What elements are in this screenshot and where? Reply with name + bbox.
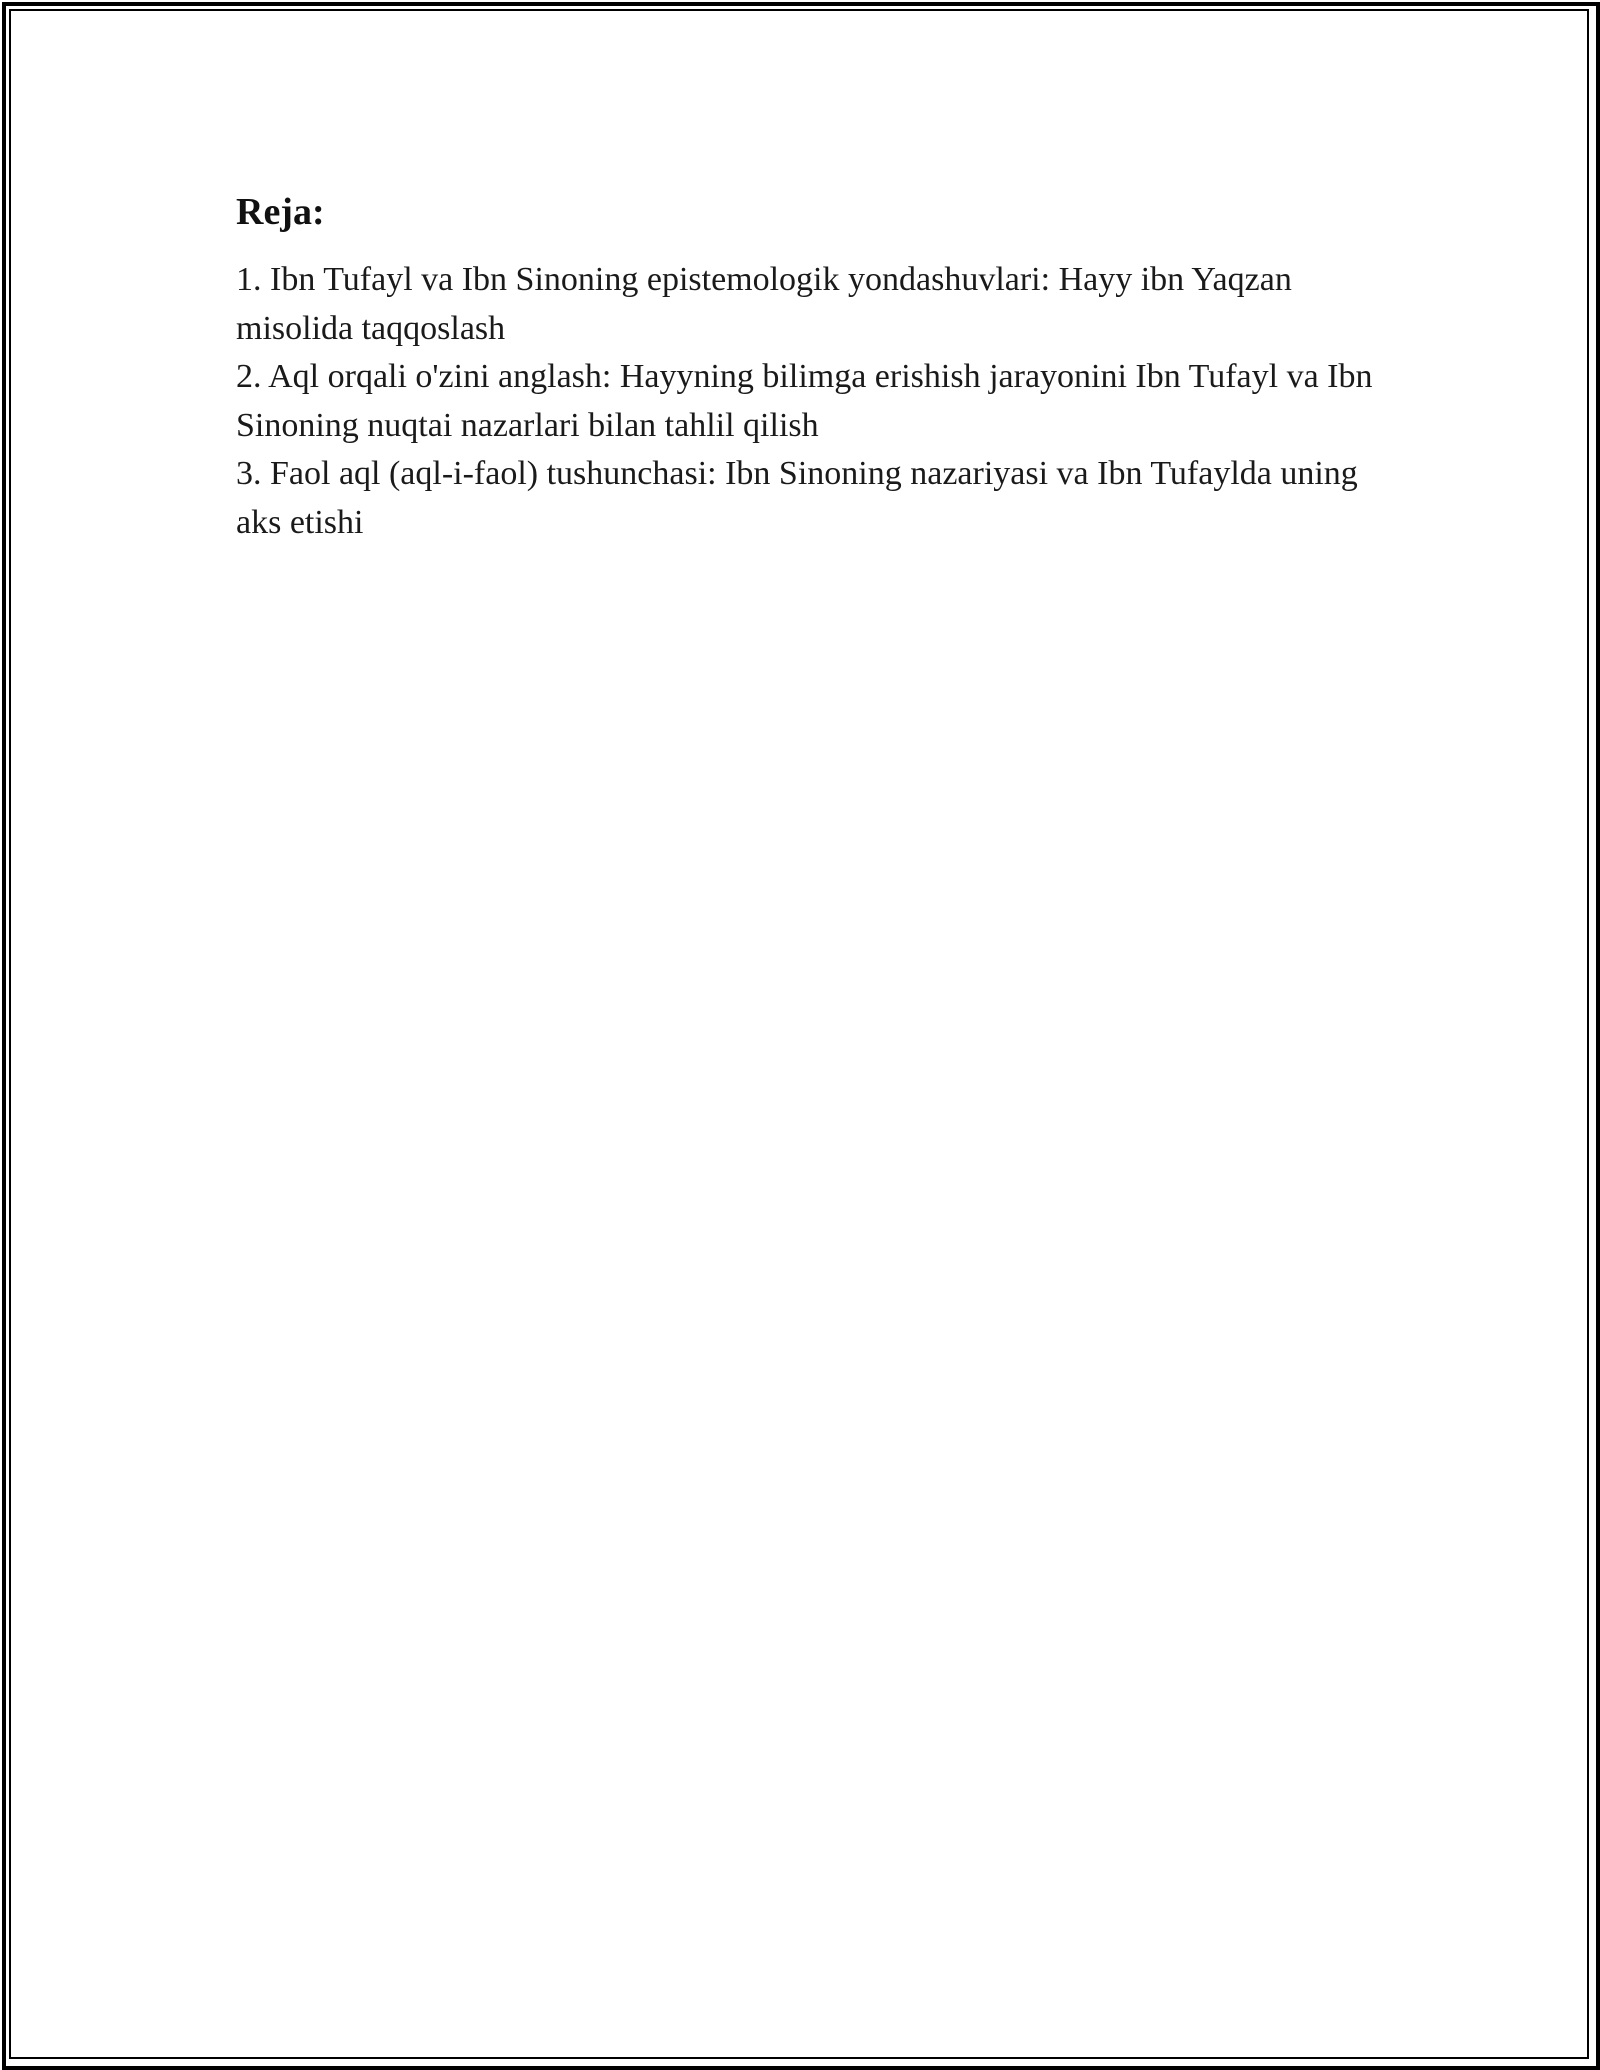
plan-list (236, 256, 1376, 547)
plan-item-1: 1. Ibn Tufayl va Ibn Sinoning epistemologik yondashuvlari: Hayy ibn Yaqzan misolida taqqoslash (236, 261, 1292, 347)
plan-item-3: 3. Faol aql (aql-i-faol) tushunchasi: Ibn Sinoning nazariyasi va Ibn Tufaylda uning aks etishi (236, 455, 1358, 541)
plan-heading: Reja: (236, 191, 325, 233)
plan-item-2: 2. Aql orqali o'zini anglash: Hayyning bilimga erishish jarayonini Ibn Tufayl va Ibn Sinoning nuqtai nazarlari bilan tahlil qilish (236, 358, 1373, 444)
document-body (236, 186, 1376, 547)
